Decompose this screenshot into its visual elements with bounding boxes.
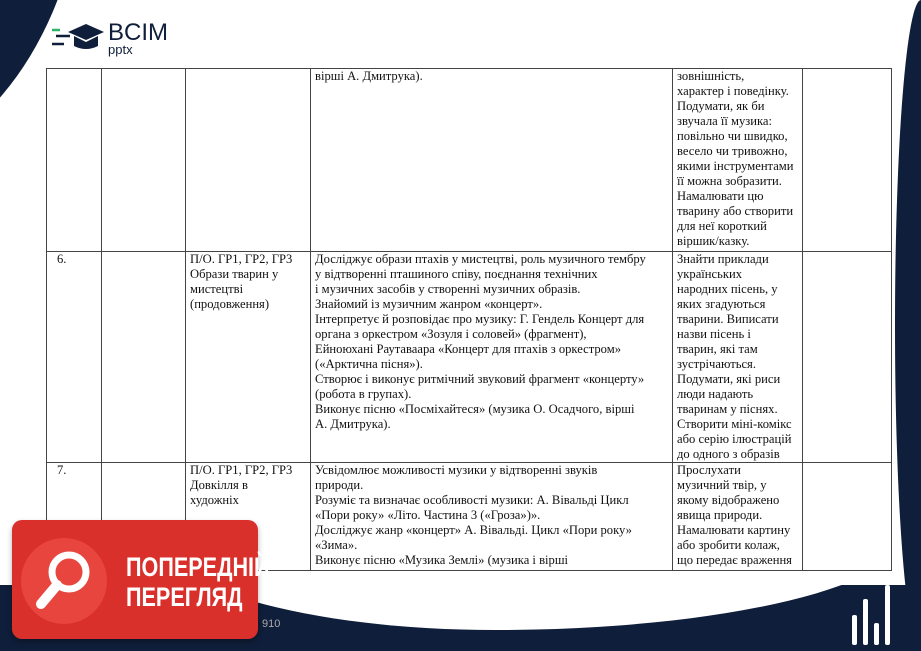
cell-outcomes <box>311 463 673 571</box>
text-line: Виконує пісню «Посміхайтеся» (музика О. Осадчого, вірші <box>315 402 635 416</box>
cell-notes <box>803 463 892 571</box>
badge-circle <box>21 538 107 624</box>
text-line: Довкілля в <box>190 478 248 492</box>
cell-notes <box>803 69 892 252</box>
cell-date <box>102 252 186 463</box>
magnifier-icon <box>21 538 107 624</box>
cell-date <box>102 69 186 252</box>
cell-number <box>47 69 102 252</box>
background-right-edge <box>895 0 921 651</box>
text-line: Усвідомлює можливості музики у відтворенні звуків <box>315 463 598 477</box>
cell-notes <box>803 252 892 463</box>
cell-outcomes <box>311 69 673 252</box>
page-number: 910 <box>262 618 281 630</box>
cell-number: 7. <box>47 463 102 571</box>
logo-sub: pptx <box>108 41 133 57</box>
text-line: («Арктична пісня»). <box>315 357 423 371</box>
text-line: назви пісень і <box>677 327 751 341</box>
cell-outcomes <box>311 252 673 463</box>
text-line: Знайомий із музичним жанром «концерт». <box>315 297 543 311</box>
badge-line-2: ПЕРЕГЛЯД <box>126 582 243 612</box>
text-line: музичний твір, у <box>677 478 767 492</box>
text-line: природи. <box>315 478 364 492</box>
table-row <box>47 69 892 252</box>
cell-number: 6. <box>47 252 102 463</box>
text-line: українських <box>677 267 743 281</box>
text-line: Виконує пісню «Музика Землі» (музика і вірші <box>315 553 569 567</box>
text-line: повільно чи швидко, <box>677 129 788 143</box>
lesson-plan-table <box>46 68 892 571</box>
badge-line-1: ПОПЕРЕДНІЙ <box>126 552 270 582</box>
text-line: весело чи тривожно, <box>677 144 788 158</box>
preview-badge[interactable] <box>12 520 270 639</box>
text-line: якому відображено <box>677 493 780 507</box>
text-line: зовнішність, <box>677 69 745 83</box>
text-line: (продовження) <box>190 297 270 311</box>
text-line: якими інструментами <box>677 159 794 173</box>
text-line: Розуміє та визначає особливості музики: А. Вівальді Цикл <box>315 493 629 507</box>
text-line: «Пори року» «Літо. Частина 3 («Гроза»)». <box>315 508 541 522</box>
text-line: П/О. ГР1, ГР2, ГР3 <box>190 252 293 266</box>
text-line: Досліджує образи птахів у мистецтві, роль музичного тембру <box>315 252 646 266</box>
text-line: що передає враження <box>677 553 792 567</box>
cell-topic <box>186 252 311 463</box>
text-line: Створює і виконує ритмічний звуковий фрагмент «концерту» <box>315 372 645 386</box>
text-line: Подумати, які риси <box>677 372 781 386</box>
text-line: зустрічаються. <box>677 357 756 371</box>
text-line: або зробити колаж, <box>677 538 780 552</box>
text-line: мистецтві <box>190 282 244 296</box>
decorative-bars-icon <box>852 585 890 645</box>
text-line: тварину або створити <box>677 204 794 218</box>
text-line: Ейноюхані Раутаваара «Концерт для птахів з оркестром» <box>315 342 622 356</box>
text-line: тварини. Виписати <box>677 312 779 326</box>
text-line: А. Дмитрука). <box>315 417 391 431</box>
text-line: органа з оркестром «Зозуля і соловей» (фрагмент), <box>315 327 587 341</box>
text-line: або серію ілюстрацій <box>677 432 792 446</box>
text-line: до одного з образів <box>677 447 780 461</box>
text-line: люди надають <box>677 387 754 401</box>
text-line: явища природи. <box>677 508 763 522</box>
text-line: (робота в групах). <box>315 387 412 401</box>
text-line: Досліджує жанр «концерт» А. Вівальді. Цикл «Пори року» <box>315 523 632 537</box>
text-line: Намалювати цю <box>677 189 764 203</box>
logo <box>50 20 168 56</box>
text-line: звучала її музика: <box>677 114 772 128</box>
table-row <box>47 252 892 463</box>
text-line: яких згадуються <box>677 297 766 311</box>
text-line: її можна зобразити. <box>677 174 782 188</box>
text-line: П/О. ГР1, ГР2, ГР3 <box>190 463 293 477</box>
text-line: Створити міні-комікс <box>677 417 792 431</box>
text-line: тваринам у піснях. <box>677 402 778 416</box>
text-line: Знайти приклади <box>677 252 769 266</box>
logo-brand: BCIM <box>108 18 168 46</box>
text-line: Інтерпретує й розповідає про музику: Г. Гендель Концерт для <box>315 312 645 326</box>
text-line: вірші А. Дмитрука). <box>315 69 423 83</box>
text-line: Подумати, як би <box>677 99 765 113</box>
text-line: Образи тварин у <box>190 267 279 281</box>
text-line: Намалювати картину <box>677 523 791 537</box>
text-line: народних пісень, у <box>677 282 778 296</box>
text-line: у відтворенні пташиного співу, поєднання технічних <box>315 267 598 281</box>
cell-homework <box>673 463 803 571</box>
badge-text <box>126 552 270 612</box>
text-line: віршик/казку. <box>677 234 750 248</box>
text-line: художніх <box>190 493 239 507</box>
cell-homework <box>673 252 803 463</box>
text-line: Прослухати <box>677 463 741 477</box>
graduation-cap-icon <box>50 20 104 56</box>
cell-topic <box>186 69 311 252</box>
text-line: для неї короткий <box>677 219 767 233</box>
text-line: тварин, які там <box>677 342 758 356</box>
text-line: характер і поведінку. <box>677 84 789 98</box>
text-line: «Зима». <box>315 538 358 552</box>
cell-homework <box>673 69 803 252</box>
text-line: і музичних засобів у створенні музичних образів. <box>315 282 581 296</box>
